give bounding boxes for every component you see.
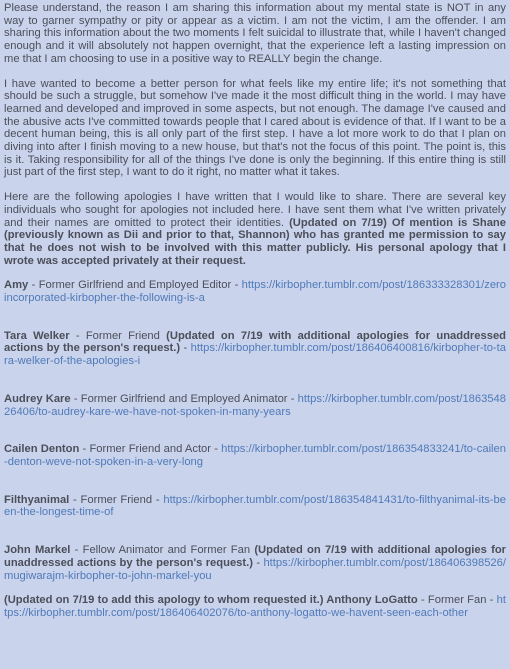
apology-entry-amy (4, 279, 506, 304)
apology-entry-tara-welker: Tara Welker - Former Friend (Updated on 7/19 with additional apologies for unaddressed actions by the person's request.) - https://kirbopher.tumblr.com/post/186406400816/kirbopher-to-tara-welker-of-the-apologies-i (4, 329, 506, 368)
entry-role: - Former Friend - (69, 493, 164, 506)
entry-name: John Markel (4, 544, 71, 557)
entry-role: - Former Fan - (417, 594, 497, 607)
spacer (4, 531, 506, 544)
apology-entry-cailen-denton (4, 443, 506, 468)
entry-name: Tara Welker (4, 329, 70, 342)
entry-role: - Former Girlfriend and Employed Editor - (28, 279, 242, 292)
apology-entry-audrey-kare (4, 393, 506, 418)
entry-role: - Former Friend and Actor - (79, 443, 222, 456)
entry-link[interactable]: https://kirbopher.tumblr.com/post/186354841431/to-filthyanimal-its-been-the-longest-time-of (4, 493, 506, 519)
spacer (4, 380, 506, 393)
entry-name: Audrey Kare (4, 392, 71, 405)
spacer (4, 430, 506, 443)
paragraph-apologies-intro (4, 191, 506, 267)
entry-link[interactable]: https://kirbopher.tumblr.com/post/186406402076/to-anthony-logatto-we-havent-seen-each-other (4, 594, 506, 619)
spacer (4, 481, 506, 494)
paragraph-become-better: I have wanted to become a better person for what feels like my entire life; it's not something that should be such a struggle, but somehow I've made it the most difficult thing in the world. I may have learned and developed and improved in some aspects, but not enough. The damage I've caused and the abusive acts I've committed towards people that I cared about is evidence of that. If I want to be a decent human being, this is all only part of the first step. I have a lot more work to do that I plan on diving into after I finish moving to a new house, but that's not the focus of this point. The point is, this is it. Taking responsibility for all of the things I've done is only the beginning. If this entire thing is still just part of the first step, I want to do it right, no matter what it takes. (4, 77, 506, 179)
entry-role: - Former Girlfriend and Employed Animator - (70, 392, 298, 405)
entry-link[interactable]: https://kirbopher.tumblr.com/post/186406398526/mugiwarajm-kirbopher-to-john-markel-you (4, 556, 506, 582)
entry-link[interactable]: https://kirbopher.tumblr.com/post/186354826406/to-audrey-kare-we-have-not-spoken-in-many-years (4, 392, 507, 418)
entry-name: Cailen Denton (4, 443, 80, 456)
entry-role: - Former Friend (69, 329, 167, 342)
entry-link[interactable]: https://kirbopher.tumblr.com/post/186333328301/zeroincorporated-kirbopher-the-following-is-a (4, 279, 506, 305)
entry-link[interactable]: https://kirbopher.tumblr.com/post/186354833241/to-cailen-denton-weve-not-spoken-in-a-very-long (4, 443, 506, 468)
apologies-intro-update: (Updated on 7/19) Of mention is Shane (previously known as Dii and prior to that, Shannon) who has granted me permission to say that he does not wish to be involved with this matter publicly. His personal apology that I wrote was accepted privately at their request. (4, 216, 506, 267)
apology-entry-anthony-logatto (4, 594, 506, 619)
apologies-intro-text: Here are the following apologies I have written that I would like to share. There are several key individuals who sought for apologies not included here. I have sent them what I've written privately and their names are omitted to protect their identities. (4, 191, 506, 229)
entry-update-note: (Updated on 7/19 to add this apology to whom requested it.) (4, 594, 327, 607)
entry-name: Anthony LoGatto (326, 594, 418, 607)
entry-name: Filthyanimal (4, 493, 70, 506)
apology-entry-john-markel: John Markel - Fellow Animator and Former Fan (Updated on 7/19 with additional apologies for unaddressed actions by the person's request.) - https://kirbopher.tumblr.com/post/186406398526/mugiwarajm-kirbopher-to-john-markel-you (4, 544, 507, 582)
apology-entry-filthyanimal (4, 494, 506, 519)
entry-update-note: (Updated on 7/19 with additional apologies for unaddressed actions by the person's request.) (4, 329, 506, 355)
entry-role: - Fellow Animator and Former Fan (70, 544, 255, 557)
entry-link[interactable]: https://kirbopher.tumblr.com/post/186406400816/kirbopher-to-tara-welker-of-the-apologies-i (4, 342, 506, 368)
spacer (4, 317, 506, 330)
entry-name: Amy (4, 279, 29, 292)
entry-update-note: (Updated on 7/19 with additional apologies for unaddressed actions by the person's request.) (4, 544, 507, 569)
paragraph-mental-state: Please understand, the reason I am sharing this information about my mental state is NOT in any way to garner sympathy or pity or appear as a victim. I am not the victim, I am the offender. I am sharing this information about the two moments I felt suicidal to illustrate that, while I haven't changed enough and it will absolutely not happen overnight, that the experience left a lasting impression on me that I am choosing to use in a positive way to REALLY begin the change. (4, 2, 506, 65)
